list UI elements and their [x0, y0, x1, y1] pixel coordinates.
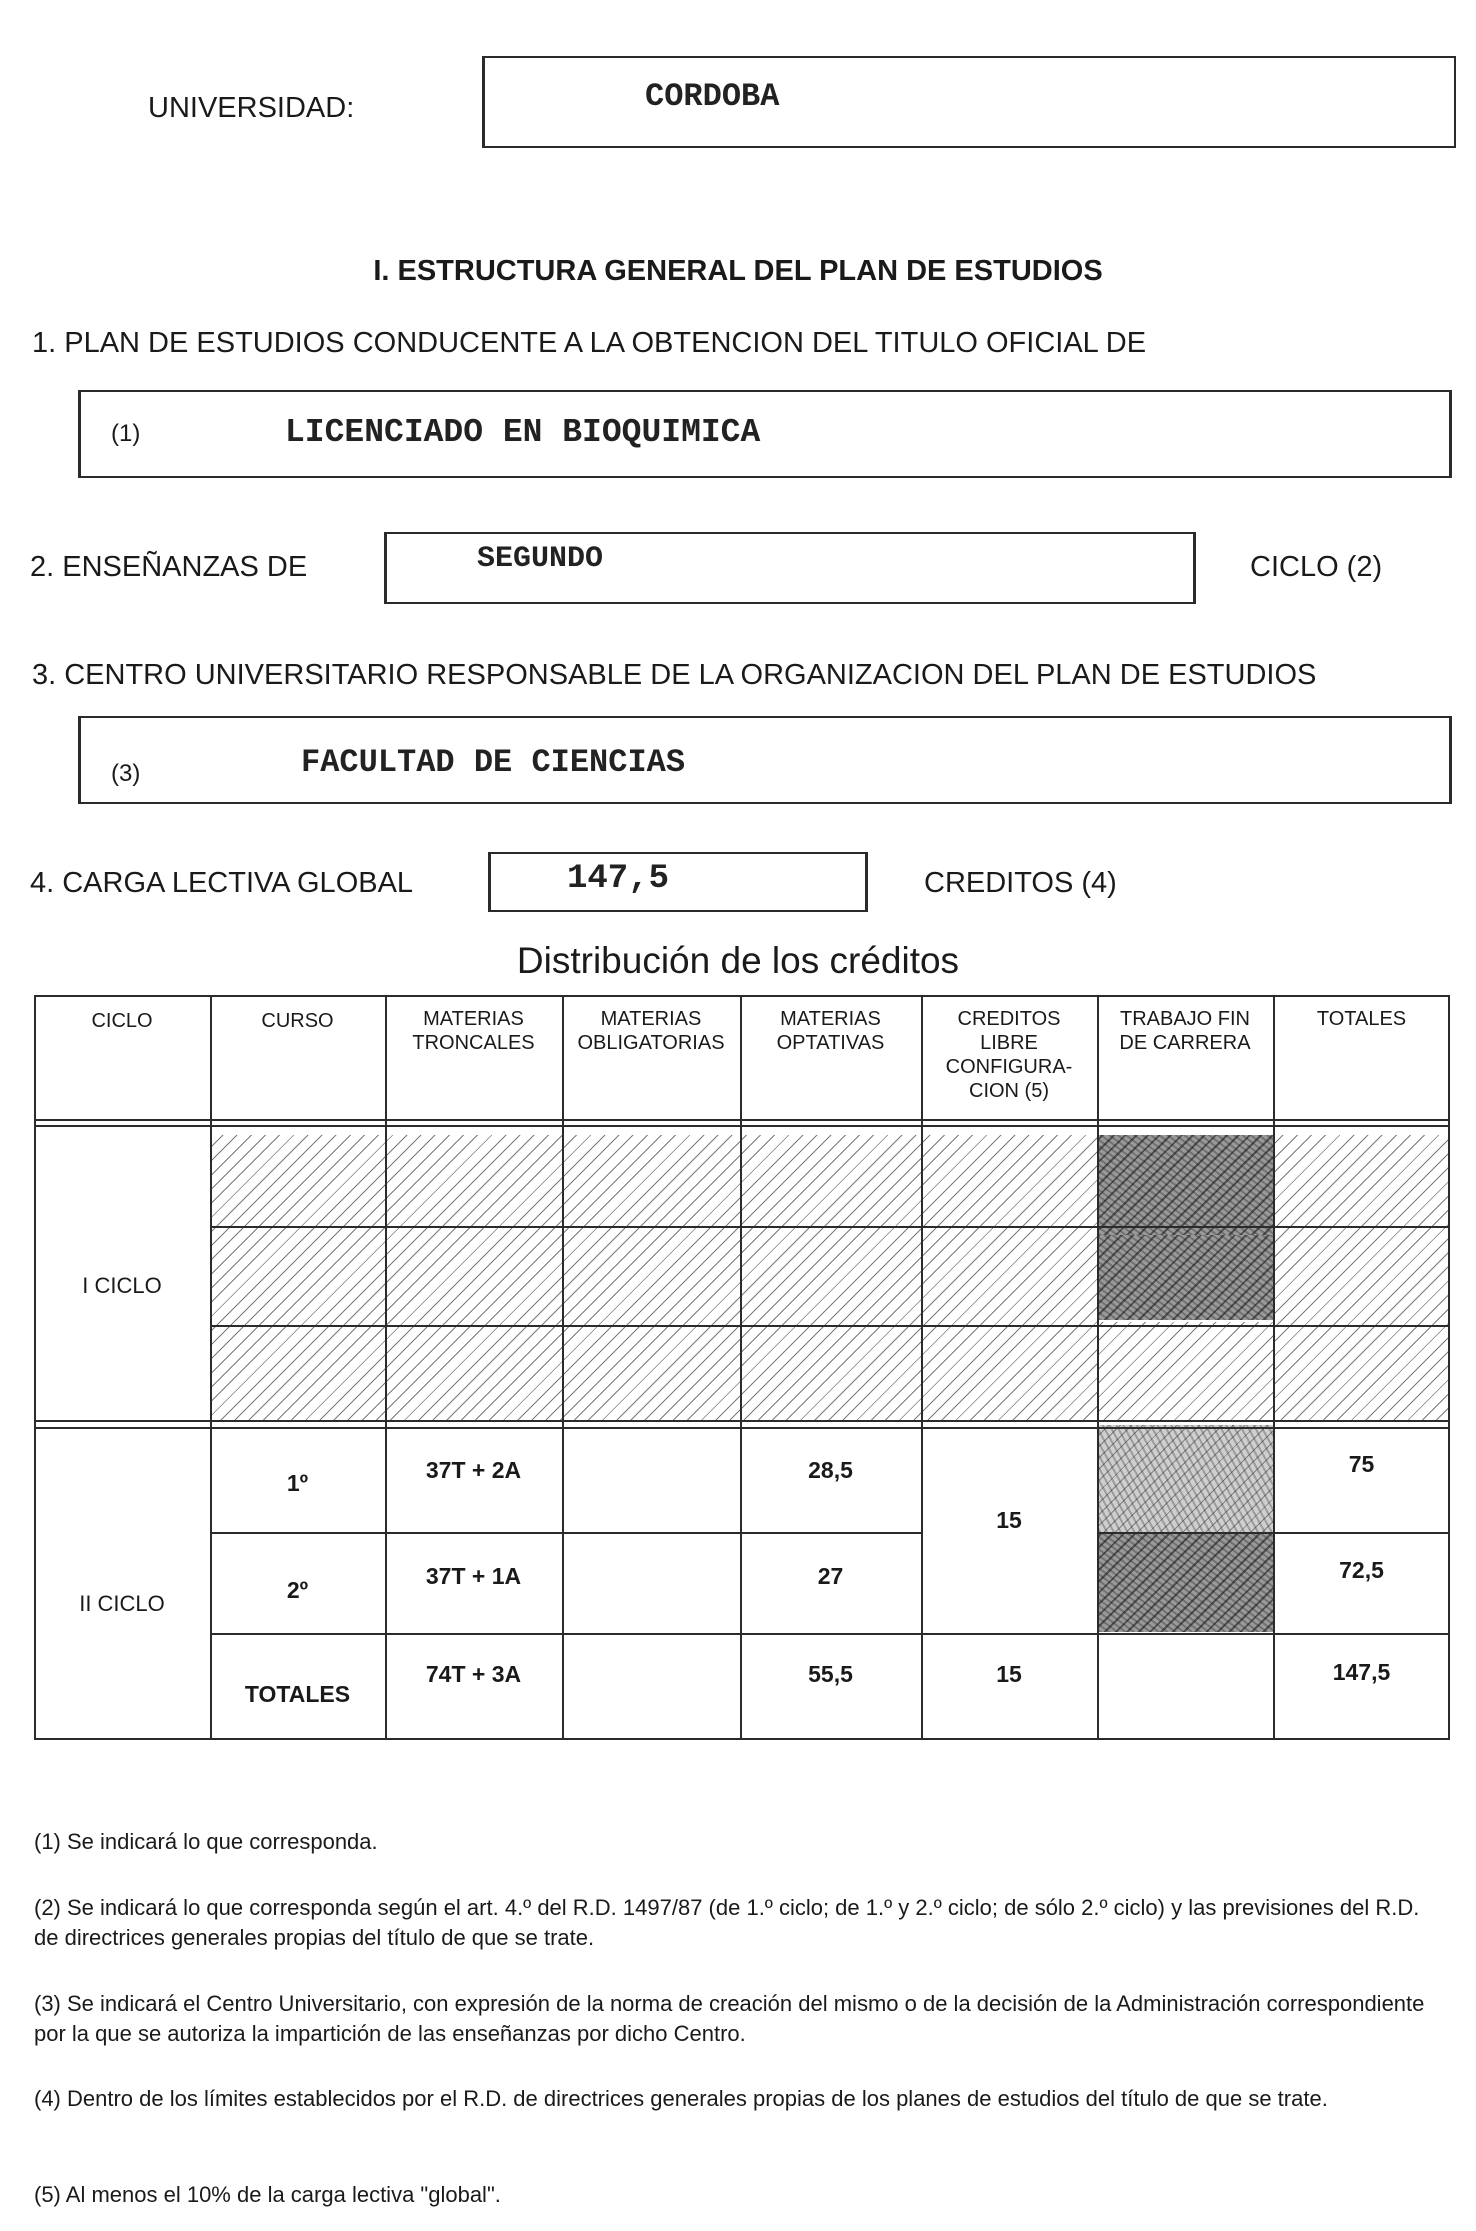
- carga-value: 147,5: [567, 860, 670, 898]
- credits-table: [34, 995, 1450, 1740]
- row1-troncales: 37T + 2A: [425, 1457, 522, 1483]
- trabajo-shade-1: [1099, 1135, 1273, 1235]
- note-2: (2) Se indicará lo que corresponda según el art. 4.º del R.D. 1497/87 (de 1.º ciclo; de 1.º y 2.º ciclo; de sólo 2.º ciclo) y las previsiones del R.D. de directrices generales propias del título de que se trate.: [34, 1895, 1420, 1950]
- row1-optativas: 28,5: [808, 1457, 853, 1483]
- carga-field: [488, 852, 868, 912]
- titulo-field: [78, 390, 1452, 478]
- header-ciclo: CICLO: [91, 1010, 153, 1032]
- row2-optativas: 27: [817, 1563, 844, 1589]
- item2-label: 2. ENSEÑANZAS DE: [30, 551, 308, 583]
- trabajo-shade-5: [1099, 1532, 1273, 1632]
- item1-label: 1. PLAN DE ESTUDIOS CONDUCENTE A LA OBTENCION DEL TITULO OFICIAL DE: [32, 327, 1147, 359]
- ensenanzas-field: [384, 532, 1196, 604]
- ciclo1-hatch-area: [210, 1135, 1097, 1420]
- ciclo1-totales-hatch: [1274, 1135, 1450, 1420]
- row1-curso: 1º: [286, 1470, 309, 1496]
- universidad-field: [482, 56, 1456, 148]
- trabajo-shade-3: [1099, 1322, 1273, 1420]
- note-3: (3) Se indicará el Centro Universitario, con expresión de la norma de creación del mismo o de la decisión de la Administración correspondiente por la que se autoriza la impartición de las enseñanzas por dicho Centro.: [34, 1991, 1425, 2046]
- note-5: (5) Al menos el 10% de la carga lectiva "global".: [34, 2182, 501, 2207]
- item3-marker: (3): [111, 760, 141, 787]
- row2-troncales: 37T + 1A: [425, 1563, 522, 1589]
- totals-curso: TOTALES: [244, 1681, 351, 1707]
- header-totales: TOTALES: [1316, 1008, 1407, 1030]
- header-libre: CREDITOS LIBRE CONFIGURA- CION (5): [945, 1008, 1073, 1102]
- section-title: I. ESTRUCTURA GENERAL DEL PLAN DE ESTUDIOS: [373, 255, 1103, 287]
- totals-optativas: 55,5: [808, 1661, 853, 1687]
- item2-suffix: CICLO (2): [1250, 551, 1383, 583]
- centro-value: FACULTAD DE CIENCIAS: [301, 744, 686, 781]
- universidad-label: UNIVERSIDAD:: [148, 92, 355, 124]
- totals-libre: 15: [996, 1661, 1022, 1687]
- row2-curso: 2º: [286, 1577, 309, 1603]
- totals-troncales: 74T + 3A: [425, 1661, 522, 1687]
- note-1: (1) Se indicará lo que corresponda.: [34, 1829, 378, 1854]
- trabajo-shade-2: [1099, 1235, 1273, 1320]
- item3-label: 3. CENTRO UNIVERSITARIO RESPONSABLE DE LA ORGANIZACION DEL PLAN DE ESTUDIOS: [32, 659, 1317, 691]
- centro-field: [78, 716, 1452, 804]
- universidad-value: CORDOBA: [645, 78, 780, 115]
- item1-marker: (1): [111, 420, 141, 447]
- header-trabajo: TRABAJO FIN DE CARRERA: [1119, 1008, 1251, 1054]
- note-4: (4) Dentro de los límites establecidos por el R.D. de directrices generales propias de los planes de estudios del título de que se trate.: [34, 2086, 1328, 2111]
- header-troncales: MATERIAS TRONCALES: [412, 1008, 535, 1054]
- ciclo2-label: II CICLO: [79, 1591, 165, 1616]
- titulo-value: LICENCIADO EN BIOQUIMICA: [285, 414, 761, 451]
- row2-totales: 72,5: [1339, 1557, 1384, 1583]
- row1-totales: 75: [1348, 1451, 1375, 1477]
- distribution-title: Distribución de los créditos: [516, 940, 960, 981]
- trabajo-shade-4: [1099, 1425, 1273, 1532]
- header-obligatorias: MATERIAS OBLIGATORIAS: [577, 1008, 725, 1054]
- libre-merged: 15: [996, 1507, 1022, 1533]
- totals-totales: 147,5: [1332, 1659, 1391, 1685]
- ciclo1-label: I CICLO: [82, 1273, 162, 1298]
- item4-suffix: CREDITOS (4): [924, 867, 1117, 899]
- header-curso: CURSO: [261, 1010, 334, 1032]
- header-optativas: MATERIAS OPTATIVAS: [776, 1008, 885, 1054]
- item4-label: 4. CARGA LECTIVA GLOBAL: [30, 867, 414, 899]
- ensenanzas-value: SEGUNDO: [477, 542, 604, 576]
